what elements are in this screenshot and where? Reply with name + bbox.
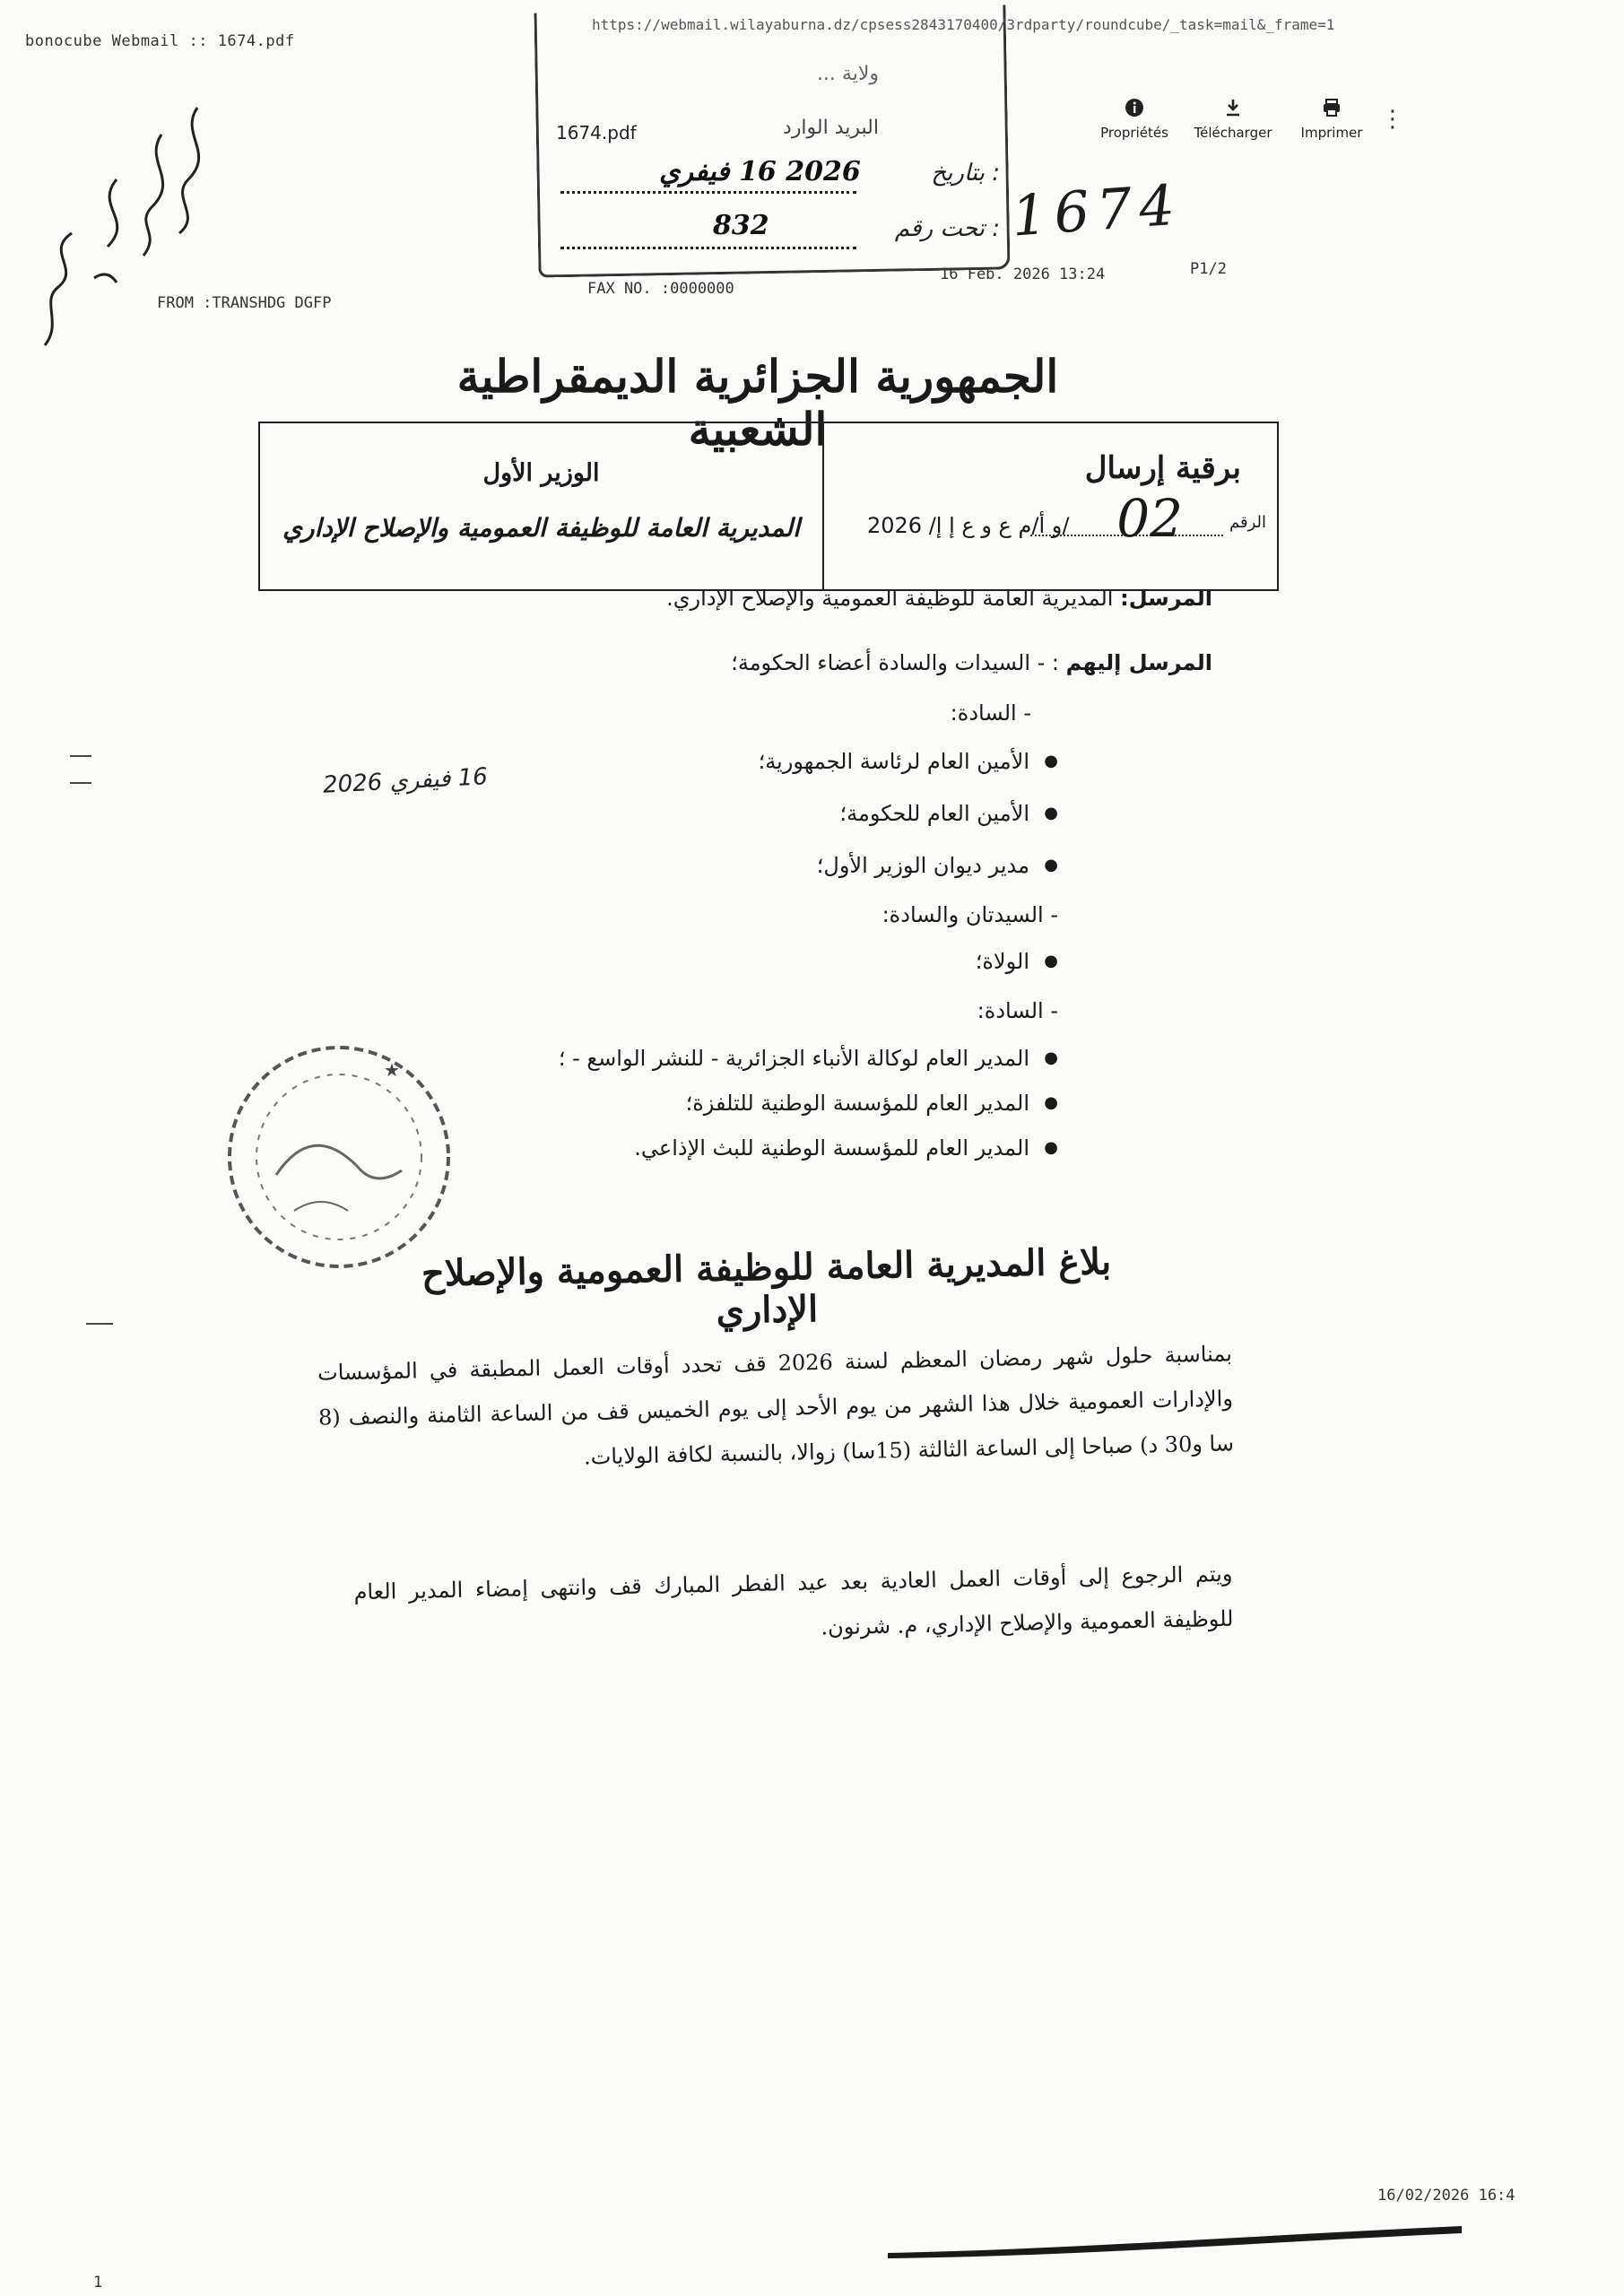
notice-title: بلاغ المديرية العامة للوظيفة العمومية والإصلاح الإداري: [421, 1240, 1112, 1332]
handwritten-reference-number: 1674: [1009, 171, 1185, 249]
stamp-ministry: ولاية ...: [816, 63, 879, 85]
pdf-toolbar: [1090, 97, 1385, 160]
list-item: ● المدير العام لوكالة الأنباء الجزائرية - للنشر الواسع - ؛: [215, 1043, 1058, 1074]
scan-streak: [888, 2222, 1462, 2258]
group1-label: - السادة:: [950, 700, 1031, 726]
slip-cell: [822, 423, 1277, 589]
fax-page: P1/2: [1190, 260, 1227, 278]
browser-tab-title: bonocube Webmail :: 1674.pdf: [25, 32, 295, 50]
country-title: الجمهورية الجزائرية الديمقراطية الشعبية: [456, 350, 1059, 456]
group3-label: - السادة:: [977, 998, 1058, 1023]
list-item: ● الأمين العام لرئاسة الجمهورية؛: [215, 746, 1058, 777]
print-icon: [1287, 97, 1376, 125]
stamp-date-row: [560, 152, 1000, 206]
info-icon: [1090, 97, 1179, 125]
footer-fax-stamp: 16/02/2026 16:4: [1377, 2187, 1515, 2205]
notice-paragraph-2: ويتم الرجوع إلى أوقات العمل العادية بعد عيد الفطر المبارك قف وانتهى إمضاء المدير العام للوظيفة العمومية والإصلاح الإداري، م. شرنون.: [353, 1561, 1234, 1640]
issuer-cell: [260, 423, 822, 589]
slip-reference: /و أ/م ع و ع إ إ/ 2026: [867, 513, 1070, 538]
header-table: [258, 422, 1279, 591]
sender-row: [316, 583, 1212, 613]
stamp-date-value: 2026 16 فيفري: [659, 156, 861, 187]
list-item: ● المدير العام للمؤسسة الوطنية للبث الإذاعي.: [215, 1133, 1058, 1163]
download-button[interactable]: Télécharger: [1188, 97, 1278, 141]
pdf-file-name: 1674.pdf: [556, 122, 637, 144]
properties-button[interactable]: Propriétés: [1090, 97, 1179, 141]
list-item: ● مدير ديوان الوزير الأول؛: [215, 850, 1058, 881]
recipient-row: [316, 648, 1212, 678]
print-button[interactable]: Imprimer: [1287, 97, 1376, 141]
group2-label: - السيدتان والسادة:: [881, 902, 1058, 927]
svg-text:★: ★: [384, 1059, 400, 1081]
group2-list: [215, 946, 1238, 977]
handwritten-note-signature: [9, 99, 224, 368]
received-date-stamp: 16 فيفري 2026: [322, 763, 489, 799]
recipient-label: المرسل إليهم: [1065, 650, 1212, 675]
list-item: ● المدير العام للمؤسسة الوطنية للتلفزة؛: [215, 1088, 1058, 1118]
slip-number-value: 02: [1116, 488, 1183, 549]
stamp-number-value: 832: [713, 210, 769, 241]
sender-label: المرسل:: [1120, 586, 1212, 611]
notice-paragraph-1: بمناسبة حلول شهر رمضان المعظم لسنة 2026 قف تحدد أوقات العمل المطبقة في المؤسسات والإدارات العمومية خلال هذا الشهر من يوم الأحد إلى يوم الخميس قف من الساعة الثامنة والنصف (8 سا و30 د) صباحا إلى الساعة الثالثة (15سا) زوالا، بالنسبة لكافة الولايات.: [317, 1341, 1235, 1470]
list-item: ● الولاة؛: [215, 946, 1058, 977]
slip-title: برقية إرسال: [1084, 450, 1241, 486]
stamp-number-row: [560, 208, 1000, 262]
issuer-minister: الوزير الأول: [482, 459, 600, 487]
footer-page-number: 1: [93, 2274, 103, 2292]
stamp-mail-label: البريد الوارد: [783, 117, 879, 139]
issuer-directorate: المديرية العامة للوظيفة العمومية والإصلاح الإداري: [282, 513, 800, 543]
fax-number: FAX NO. :0000000: [587, 280, 734, 298]
slip-number-label: الرقم: [1229, 513, 1266, 532]
sender-value: المديرية العامة للوظيفة العمومية والإصلاح الإداري.: [666, 586, 1114, 611]
official-seal: [222, 1040, 456, 1274]
download-icon: [1188, 97, 1278, 125]
more-vertical-icon[interactable]: ⋮: [1381, 106, 1404, 133]
fax-datetime: 16 Feb. 2026 13:24: [940, 265, 1106, 283]
recipient-value: : - السيدات والسادة أعضاء الحكومة؛: [731, 650, 1060, 675]
stamp-number-label: تحت رقم :: [894, 215, 1000, 242]
stamp-date-label: بتاريخ :: [931, 160, 1000, 187]
fax-from: FROM :TRANSHDG DGFP: [157, 294, 332, 312]
stamp-url-text: https://webmail.wilayaburna.dz/cpsess2843170400/3rdparty/roundcube/_task=mail&_frame=1: [592, 16, 1335, 33]
list-item: ● الأمين العام للحكومة؛: [215, 798, 1058, 829]
